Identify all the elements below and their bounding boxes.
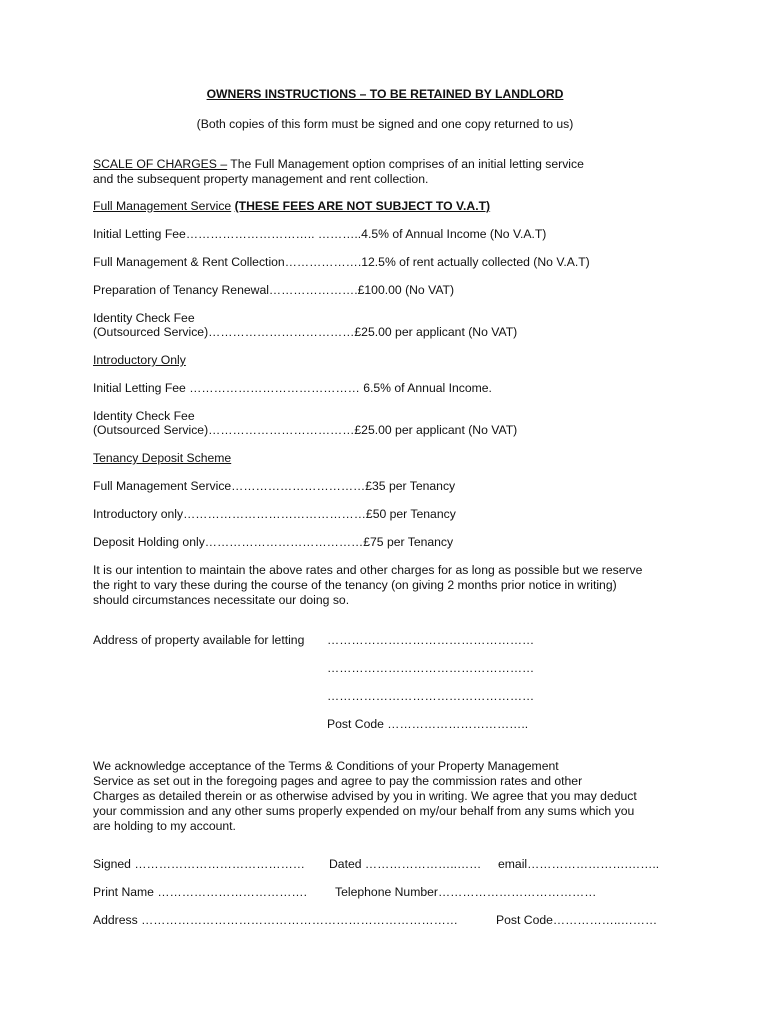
- fee-identity-check-label: Identity Check Fee: [93, 311, 195, 325]
- intention-line: should circumstances necessitate our doing so.: [93, 593, 350, 607]
- acknowledgement-line: Charges as detailed therein or as otherwise advised by you in writing. We agree that you may deduct: [93, 789, 637, 803]
- scale-line-1: The Full Management option comprises of an initial letting service: [227, 157, 584, 171]
- deposit-heading: Tenancy Deposit Scheme: [93, 451, 232, 465]
- acknowledgement-line: Service as set out in the foregoing pages and agree to pay the commission rates and other: [93, 774, 583, 788]
- acknowledgement-line: your commission and any other sums properly expended on my/our behalf from any sums which you: [93, 804, 635, 818]
- intro-initial-letting: Initial Letting Fee …………………………………… 6.5% of Annual Income.: [93, 381, 492, 395]
- fee-initial-letting: Initial Letting Fee………………………….. ………..4.5% of Annual Income (No V.A.T): [93, 227, 547, 241]
- address-postcode: Post Code ……………………………..: [327, 717, 529, 731]
- email-field: email…………………….……..: [498, 857, 660, 871]
- print-name-field: Print Name ……………………………….: [93, 885, 307, 899]
- acknowledgement-line: are holding to my account.: [93, 819, 236, 833]
- vat-note: (THESE FEES ARE NOT SUBJECT TO V.A.T): [234, 199, 491, 213]
- fee-full-management: Full Management & Rent Collection……………….12.5% of rent actually collected (No V.A.T): [93, 255, 590, 269]
- scale-heading: SCALE OF CHARGES –: [93, 157, 228, 171]
- intro-identity-check: (Outsourced Service)………………………………£25.00 per applicant (No VAT): [93, 423, 518, 437]
- intention-line: the right to vary these during the course of the tenancy (on giving 2 months prior notice in writing): [93, 578, 617, 592]
- signed-field: Signed ……………………………………: [93, 857, 305, 871]
- acknowledgement-line: We acknowledge acceptance of the Terms & Conditions of your Property Management: [93, 759, 559, 773]
- scale-line-2: and the subsequent property management and rent collection.: [93, 172, 429, 186]
- deposit-full-management: Full Management Service……………………………£35 per Tenancy: [93, 479, 456, 493]
- dated-field: Dated …………………..……: [329, 857, 482, 871]
- fee-identity-check: (Outsourced Service)………………………………£25.00 per applicant (No VAT): [93, 325, 518, 339]
- page-title: OWNERS INSTRUCTIONS – TO BE RETAINED BY LANDLORD: [206, 87, 564, 101]
- address-field: Address ……………………………………………………………………: [93, 913, 458, 927]
- acknowledgement-paragraph: [93, 759, 683, 834]
- intention-line: It is our intention to maintain the above rates and other charges for as long as possible but we reserve: [93, 563, 643, 577]
- fee-tenancy-renewal: Preparation of Tenancy Renewal………………….£100.00 (No VAT): [93, 283, 455, 297]
- deposit-holding: Deposit Holding only…………………………………£75 per Tenancy: [93, 535, 454, 549]
- address-line-1: ……………………………………………: [327, 633, 535, 647]
- telephone-field: Telephone Number…………………………………: [335, 885, 597, 899]
- address-label: Address of property available for letting: [93, 633, 305, 647]
- intro-identity-check-label: Identity Check Fee: [93, 409, 195, 423]
- introductory-heading: Introductory Only: [93, 353, 186, 367]
- address-line-2: ……………………………………………: [327, 661, 535, 675]
- full-management-heading: Full Management Service: [93, 199, 232, 213]
- page-subtitle: (Both copies of this form must be signed and one copy returned to us): [196, 117, 574, 131]
- intention-paragraph: [93, 563, 683, 608]
- address-line-3: ……………………………………………: [327, 689, 535, 703]
- deposit-introductory: Introductory only………………………………………£50 per Tenancy: [93, 507, 456, 521]
- full-management-heading-row: [93, 199, 490, 214]
- post-code-field: Post Code……………..………: [496, 913, 658, 927]
- scale-of-charges: [93, 157, 683, 187]
